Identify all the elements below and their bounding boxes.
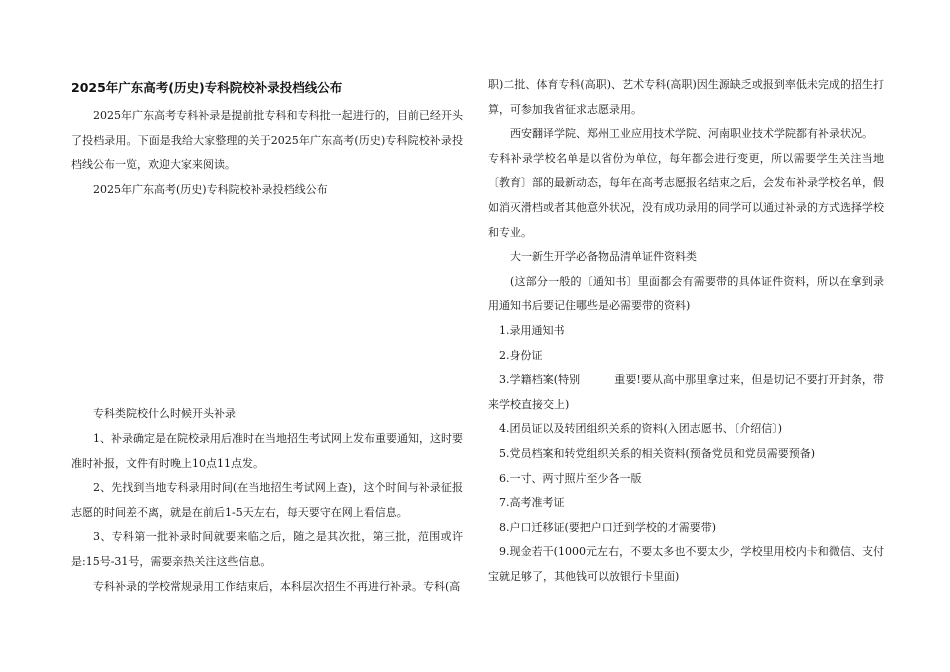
list-item: 6.一寸、两寸照片至少各一版 [499,471,642,485]
paragraph-schools: 西安翻译学院、郑州工业应用技术学院、河南职业技术学院都有补录状况。 [510,127,873,141]
paragraph-2: 2、先找到当地专科录用时间(在当地招生考试网上查)，这个时间与补录征报志愿的时间差不离，就是在前后1-5天左右，每天要守在网上看信息。 [71,481,463,519]
checklist-note: (这部分一般的〔通知书〕里面都会有需要带的具体证件资料，所以在拿到录用通知书后要记住哪些是必需要带的资料) [488,274,884,313]
document-title: 2025年广东高考(历史)专科院校补录投档线公布 [71,80,343,95]
intro-paragraph: 2025年广东高考专科补录是提前批专科和专科批一起进行的，目前已经开头了投档录用。下面是我给大家整理的关于2025年广东高考(历史)专科院校补录投档线公布一览，欢迎大家来阅读。 [71,109,463,172]
list-item-part: 3.学籍档案(特别 [499,373,581,387]
blank-area [71,202,463,402]
list-item: 7.高考准考证 [499,496,565,510]
right-column [488,73,884,589]
list-item: 5.党员档案和转党组织关系的相关资料(预备党员和党员需要预备) [499,446,816,460]
paragraph-3: 3、专科第一批补录时间就要来临之后，随之是其次批，第三批，范围或许是:15号-31号，需要亲热关注这些信息。 [71,530,463,568]
list-item [488,368,884,417]
paragraph-continued: 职)二批、体育专科(高职)、艺术专科(高职)因生源缺乏或报到率低未完成的招生打算，可参加我省征求志愿录用。 [488,78,884,116]
list-item: 4.团员证以及转团组织关系的资料(入团志愿书、〔介绍信〕) [499,422,783,436]
section-title: 专科类院校什么时候开头补录 [93,407,236,421]
paragraph-1: 1、补录确定是在院校录用后准时在当地招生考试网上发布重要通知，这时要准时补报，文件有时晚上10点11点发。 [71,431,463,470]
list-item: 2.身份证 [499,348,543,362]
paragraph-4: 专科补录的学校常规录用工作结束后，本科层次招生不再进行补录。专科(高 [93,579,461,593]
list-item: 1.录用通知书 [499,323,565,337]
left-column [71,80,463,599]
subheading: 2025年广东高考(历史)专科院校补录投档线公布 [93,182,328,196]
checklist-heading: 大一新生开学必备物品清单证件资料类 [510,250,697,264]
list-item: 8.户口迁移证(要把户口迁到学校的才需要带) [499,520,717,534]
list-item: 9.现金若干(1000元左右，不要太多也不要太少，学校里用校内卡和微信、支付宝就足够了，其他钱可以放银行卡里面) [488,545,884,583]
list-item-part: 重要!要从高中那里拿过来，但是切记不要打开封条，带来学校直接交上) [488,373,884,411]
paragraph-school-list: 专科补录学校名单是以省份为单位，每年都会进行变更，所以需要学生关注当地〔教育〕部的最新动态，每年在高考志愿报名结束之后，会发布补录学校名单，假如消灭滑档或者其他意外状况，没有成功录用的同学可以通过补录的方式选择学校和专业。 [488,151,884,239]
